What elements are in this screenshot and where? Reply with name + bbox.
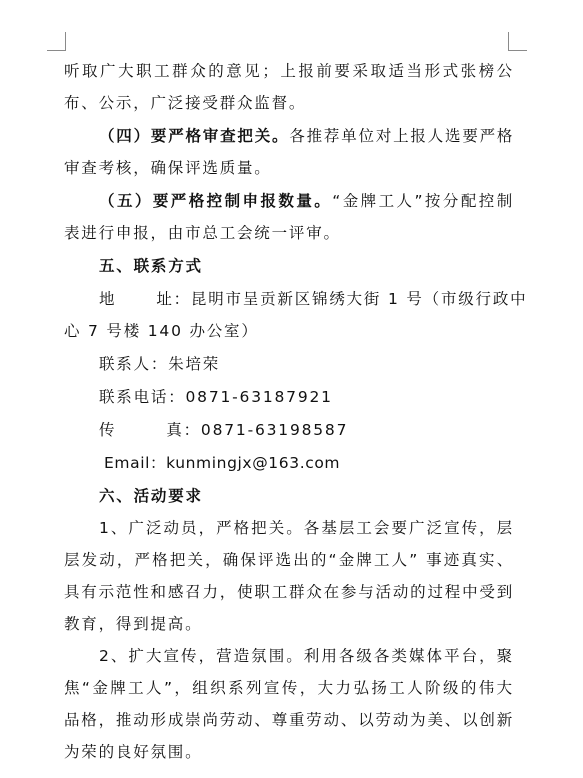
contact-person: 联系人：朱培荣 (99, 355, 221, 373)
address-line: 地 址：昆明市呈贡新区锦绣大街 1 号（市级行政中 (99, 290, 528, 308)
paragraph-line: 布、公示，广泛接受群众监督。 (64, 94, 307, 112)
page-corner-mark-top-left (47, 32, 66, 51)
paragraph-line: 2、扩大宣传，营造氛围。利用各级各类媒体平台，聚 (99, 647, 514, 665)
fax-value: 0871-63198587 (200, 421, 349, 439)
paragraph-line: 品格，推动形成崇尚劳动、尊重劳动、以劳动为美、以创新 (64, 711, 514, 729)
section-heading-inline: （五）要严格控制申报数量。 (99, 192, 333, 210)
paragraph-line: 审查考核，确保评选质量。 (64, 159, 272, 177)
paragraph-line: 层发动，严格把关，确保评选出的“金牌工人” 事迹真实、 (64, 551, 514, 569)
address-line: 心 7 号楼 140 办公室） (64, 322, 259, 340)
contact-phone: 联系电话：0871-63187921 (99, 388, 333, 406)
paragraph-line (99, 191, 514, 211)
paragraph-text: 各推荐单位对上报人选要严格 (289, 127, 515, 145)
paragraph-line: 焦“金牌工人”，组织系列宣传，大力弘扬工人阶级的伟大 (64, 679, 514, 697)
email-value: kunmingjx@163.com (166, 454, 341, 472)
section-heading: 六、活动要求 (99, 487, 203, 505)
paragraph-text: “金牌工人”按分配控制 (332, 192, 514, 210)
section-heading: 五、联系方式 (99, 257, 203, 275)
paragraph-line: 1、广泛动员，严格把关。各基层工会要广泛宣传，层 (99, 519, 514, 537)
paragraph-line: 听取广大职工群众的意见；上报前要采取适当形式张榜公 (64, 62, 514, 80)
contact-fax: 传 真：0871-63198587 (99, 421, 349, 439)
page-corner-mark-top-right (508, 32, 527, 51)
paragraph-line (99, 126, 514, 146)
section-heading-inline: （四）要严格审查把关。 (99, 127, 290, 145)
paragraph-line: 为荣的良好氛围。 (64, 743, 203, 761)
contact-email: Email：kunmingjx@163.com (104, 454, 341, 472)
address-value: 昆明市呈贡新区锦绣大街 1 号（市级行政中 (190, 290, 528, 308)
paragraph-line: 具有示范性和感召力，使职工群众在参与活动的过程中受到 (64, 583, 514, 601)
paragraph-line: 表进行申报，由市总工会统一评审。 (64, 224, 341, 242)
paragraph-line: 教育，得到提高。 (64, 615, 203, 633)
